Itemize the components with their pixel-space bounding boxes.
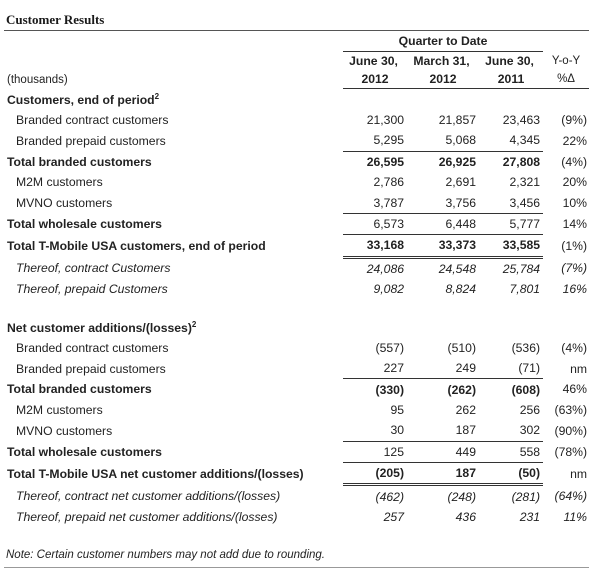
table-row-total: Total branded customers (330) (262) (608) 46% [7,382,588,397]
section1-footnote: 2 [154,92,160,102]
spacer-row [4,299,589,317]
col1-header-line2: 2012 [343,70,407,89]
customer-results-table [4,31,589,527]
col3-header-line1: June 30, [485,54,534,69]
table-row: Branded prepaid customers 5,295 5,068 4,345 22% [4,130,589,151]
page-title: Customer Results [6,12,105,27]
table-row-total: Total branded customers 26,595 26,925 27,808 (4%) [7,154,588,169]
table-row: Thereof, contract Customers 24,086 24,548 25,784 (7%) [16,260,588,276]
table-row: Thereof, contract net customer additions/(losses) (462) (248) (281) (64%) [16,488,588,504]
table-row: Branded contract customers 21,300 21,857 23,463 (9%) [16,112,588,127]
header-row-period [4,31,589,52]
table-row-total: Total wholesale customers 6,573 6,448 5,777 14% [4,213,589,234]
col1-header-line1: June 30, [349,54,398,69]
table-row: Thereof, prepaid net customer additions/(losses) 257 436 231 11% [16,510,588,524]
header-row-dates [4,52,589,71]
section-header [4,317,589,337]
table-row: M2M customers 95 262 256 (63%) [16,403,588,418]
section1-title: Customers, end of period [7,93,155,108]
table-row-grand-total: Total T-Mobile USA net customer additions/(losses) (205) 187 (50) nm [4,463,589,485]
col3-header-line2: 2011 [479,70,543,89]
col2-header-line1: March 31, [413,54,470,69]
table-row-grand-total: Total T-Mobile USA customers, end of period 33,168 33,373 33,585 (1%) [4,235,589,257]
period-group-header: Quarter to Date [343,31,543,52]
col4-header-line2: %Δ [543,70,589,89]
units-label: (thousands) [7,73,68,86]
section2-footnote: 2 [191,319,197,329]
section2-title: Net customer additions/(losses) [7,320,192,335]
table-row: Branded prepaid customers 227 249 (71) nm [4,358,589,379]
table-row: M2M customers 2,786 2,691 2,321 20% [16,175,588,190]
bottom-divider [4,567,589,568]
table-row: Thereof, prepaid Customers 9,082 8,824 7,801 16% [16,282,588,297]
table-row: MVNO customers 30 187 302 (90%) [4,420,589,441]
section-header [4,89,589,110]
table-row-total: Total wholesale customers 125 449 558 (78%) [4,441,589,462]
table-row: MVNO customers 3,787 3,756 3,456 10% [4,192,589,213]
footnote: Note: Certain customer numbers may not add due to rounding. [6,549,325,561]
table-row: Branded contract customers (557) (510) (536) (4%) [16,340,588,355]
col2-header-line2: 2012 [407,70,479,89]
col4-header-line1: Y-o-Y [551,55,581,68]
header-row-years [4,70,589,89]
